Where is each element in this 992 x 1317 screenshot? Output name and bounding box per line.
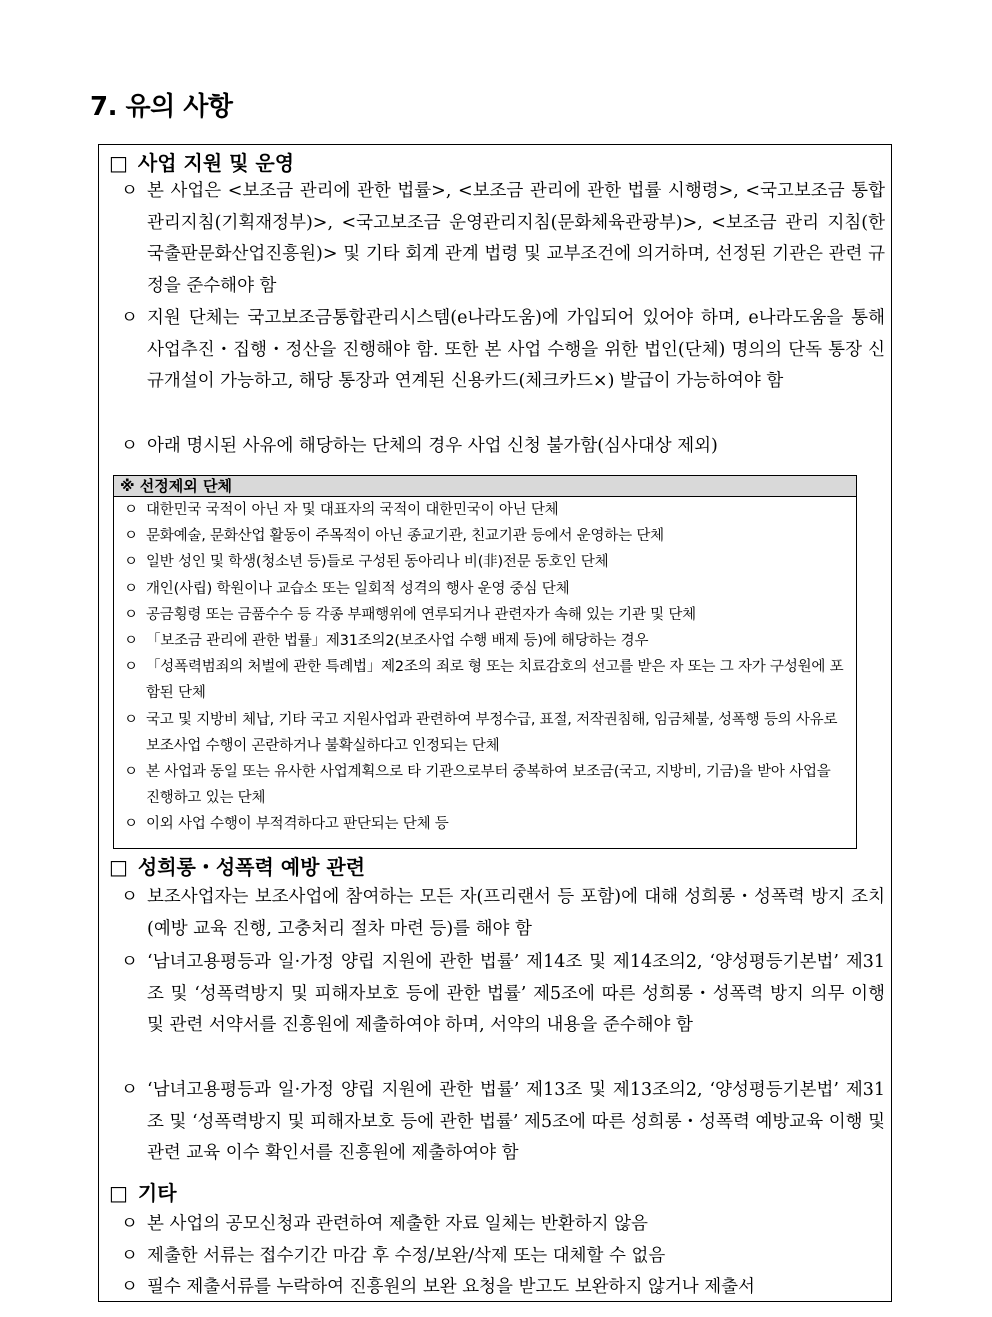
exclusion-item: ㅇ 대한민국 국적이 아닌 자 및 대표자의 국적이 대한민국이 아닌 단체	[114, 497, 856, 523]
bullet-circle-icon: ㅇ	[121, 1214, 138, 1234]
bullet-item: ㅇ 지원 단체는 국고보조금통합관리시스템(e나라도움)에 가입되어 있어야 하며, e나라도움을 통해 사업추진・집행・정산을 진행해야 함. 또한 본 사업 수행을 위한 법인(단체) 명의의 단독 통장 신규개설이 가능하고, 해당 통장과 연계된 신용카드(체크카드×) 발급이 가능하여야 함	[121, 303, 885, 398]
exclusion-item: ㅇ 국고 및 지방비 체납, 기타 국고 지원사업과 관련하여 부정수급, 표절, 저작권침해, 임금체불, 성폭행 등의 사유로 보조사업 수행이 곤란하거나 불확실하다고 인정되는 단체	[114, 707, 856, 759]
exclusion-heading: ※ 선정제외 단체	[114, 476, 856, 497]
bullet-circle-icon: ㅇ	[124, 816, 138, 833]
bullet-circle-icon: ㅇ	[124, 659, 138, 676]
exclusion-item: ㅇ 공금횡령 또는 금품수수 등 각종 부패행위에 연루되거나 관련자가 속해 있는 기관 및 단체	[114, 602, 856, 628]
bullet-circle-icon: ㅇ	[124, 528, 138, 545]
bullet-item: ㅇ 아래 명시된 사유에 해당하는 단체의 경우 사업 신청 불가함(심사대상 제외)	[121, 431, 885, 463]
exclusion-item: ㅇ 개인(사립) 학원이나 교습소 또는 일회적 성격의 행사 운영 중심 단체	[114, 576, 856, 602]
exclusion-item: ㅇ 일반 성인 및 학생(청소년 등)들로 구성된 동아리나 비(非)전문 동호인 단체	[114, 549, 856, 575]
exclusion-item: ㅇ 「성폭력범죄의 처벌에 관한 특례법」제2조의 죄로 형 또는 치료감호의 선고를 받은 자 또는 그 자가 구성원에 포함된 단체	[114, 654, 856, 706]
checkbox-square-icon: □	[109, 855, 128, 879]
bullet-circle-icon: ㅇ	[121, 952, 138, 972]
bullet-circle-icon: ㅇ	[124, 764, 138, 781]
bullet-item: ㅇ 보조사업자는 보조사업에 참여하는 모든 자(프리랜서 등 포함)에 대해 성희롱・성폭력 방지 조치(예방 교육 진행, 고충처리 절차 마련 등)를 해야 함	[121, 882, 885, 945]
exclusion-item: ㅇ 문화예술, 문화산업 활동이 주목적이 아닌 종교기관, 친교기관 등에서 운영하는 단체	[114, 523, 856, 549]
checkbox-square-icon: □	[109, 151, 128, 175]
bullet-circle-icon: ㅇ	[124, 580, 138, 597]
bullet-circle-icon: ㅇ	[121, 1277, 138, 1297]
bullet-item: ㅇ 본 사업은 <보조금 관리에 관한 법률>, <보조금 관리에 관한 법률 시행령>, <국고보조금 통합관리지침(기획재정부)>, <국고보조금 운영관리지침(문화체육관광부)>, <보조금 관리 지침(한국출판문화산업진흥원)> 및 기타 회계 관계 법령 및 교부조건에 의거하며, 선정된 기관은 관련 규정을 준수해야 함	[121, 176, 885, 302]
bullet-item: ㅇ ‘남녀고용평등과 일·가정 양립 지원에 관한 법률’ 제13조 및 제13조의2, ‘양성평등기본법’ 제31조 및 ‘성폭력방지 및 피해자보호 등에 관한 법률’ 제5조에 따른 성희롱・성폭력 예방교육 이행 및 관련 교육 이수 확인서를 진흥원에 제출하여야 함	[121, 1075, 885, 1170]
exclusion-item: ㅇ 「보조금 관리에 관한 법률」제31조의2(보조사업 수행 배제 등)에 해당하는 경우	[114, 628, 856, 654]
bullet-circle-icon: ㅇ	[124, 554, 138, 571]
notice-frame	[98, 144, 892, 1302]
page-title: 7. 유의 사항	[90, 92, 233, 122]
bullet-circle-icon: ㅇ	[121, 887, 138, 907]
bullet-circle-icon: ㅇ	[121, 436, 138, 456]
bullet-circle-icon: ㅇ	[121, 181, 138, 201]
section-heading-etc: □ 기타	[109, 1181, 177, 1205]
bullet-circle-icon: ㅇ	[124, 633, 138, 650]
exclusion-item: ㅇ 이외 사업 수행이 부적격하다고 판단되는 단체 등	[114, 811, 856, 837]
exclusion-box	[113, 475, 857, 849]
exclusion-item: ㅇ 본 사업과 동일 또는 유사한 사업계획으로 타 기관으로부터 중복하여 보조금(국고, 지방비, 기금)을 받아 사업을 진행하고 있는 단체	[114, 759, 856, 811]
bullet-circle-icon: ㅇ	[124, 502, 138, 518]
bullet-circle-icon: ㅇ	[124, 711, 138, 728]
bullet-circle-icon: ㅇ	[121, 1080, 138, 1100]
bullet-circle-icon: ㅇ	[121, 308, 138, 328]
bullet-item: ㅇ 제출한 서류는 접수기간 마감 후 수정/보완/삭제 또는 대체할 수 없음	[121, 1241, 885, 1273]
section-heading-support: □ 사업 지원 및 운영	[109, 151, 295, 175]
section-heading-harassment: □ 성희롱・성폭력 예방 관련	[109, 855, 366, 879]
bullet-item: ㅇ ‘남녀고용평등과 일·가정 양립 지원에 관한 법률’ 제14조 및 제14조의2, ‘양성평등기본법’ 제31조 및 ‘성폭력방지 및 피해자보호 등에 관한 법률’ 제5조에 따른 성희롱・성폭력 방지 의무 이행 및 관련 서약서를 진흥원에 제출하여야 하며, 서약의 내용을 준수해야 함	[121, 947, 885, 1042]
bullet-item: ㅇ 본 사업의 공모신청과 관련하여 제출한 자료 일체는 반환하지 않음	[121, 1209, 885, 1241]
bullet-circle-icon: ㅇ	[121, 1246, 138, 1266]
checkbox-square-icon: □	[109, 1181, 128, 1205]
bullet-item: ㅇ 필수 제출서류를 누락하여 진흥원의 보완 요청을 받고도 보완하지 않거나 제출서	[121, 1272, 885, 1302]
bullet-circle-icon: ㅇ	[124, 606, 138, 623]
